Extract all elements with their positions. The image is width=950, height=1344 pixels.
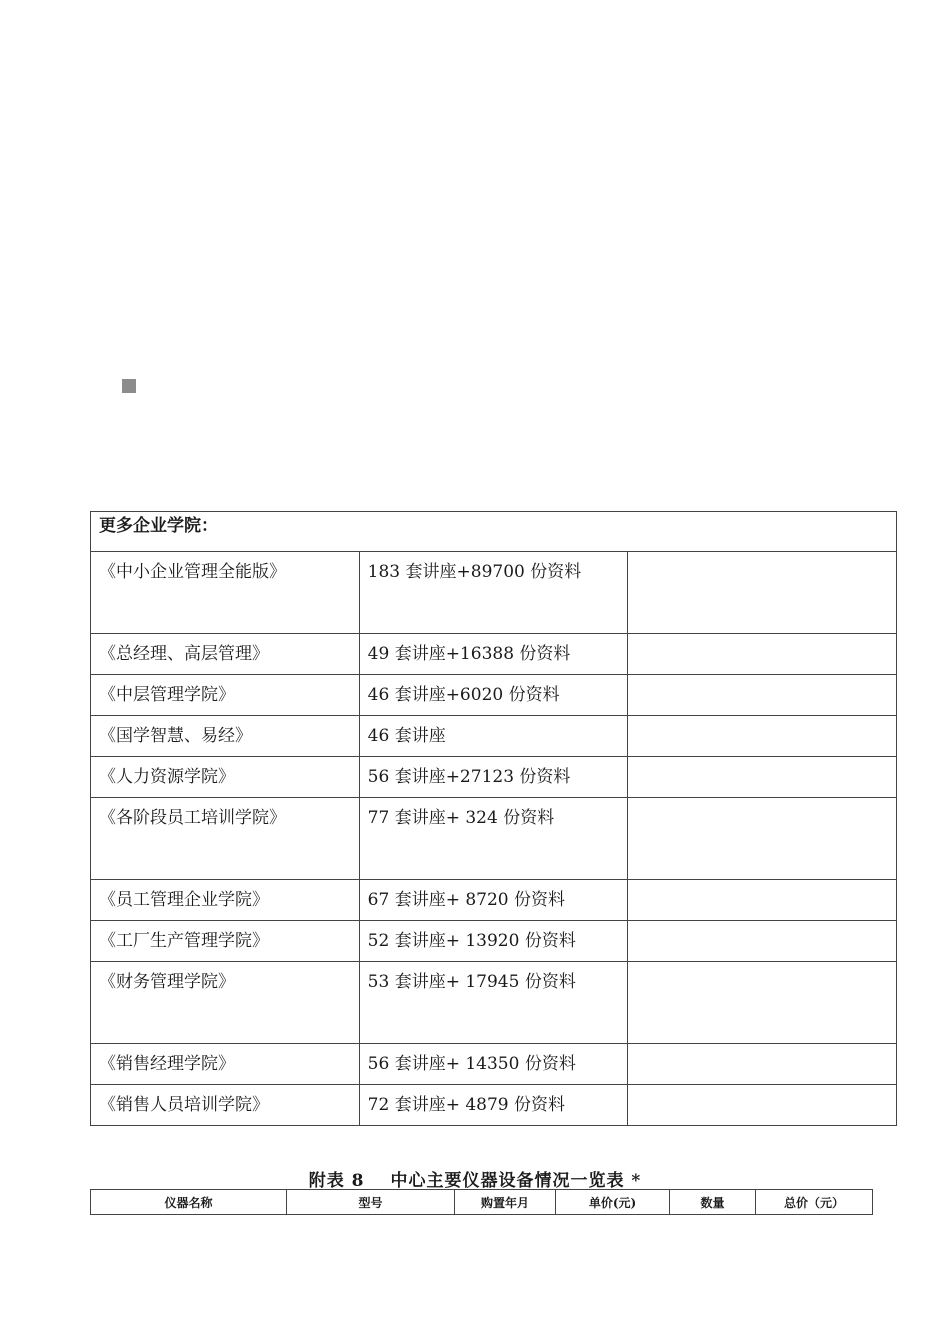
college-extra	[628, 757, 897, 798]
column-header-purchase-date: 购置年月	[455, 1190, 556, 1215]
table-row	[91, 552, 897, 634]
column-header-name: 仪器名称	[91, 1190, 287, 1215]
square-bullet-icon	[122, 379, 136, 393]
college-name: 《财务管理学院》	[91, 962, 360, 1044]
college-content: 77 套讲座+ 324 份资料	[359, 798, 628, 880]
college-extra	[628, 716, 897, 757]
table-row	[91, 675, 897, 716]
table-row	[91, 880, 897, 921]
college-name: 《工厂生产管理学院》	[91, 921, 360, 962]
college-content: 52 套讲座+ 13920 份资料	[359, 921, 628, 962]
college-extra	[628, 634, 897, 675]
table-row	[91, 634, 897, 675]
college-content: 46 套讲座+6020 份资料	[359, 675, 628, 716]
appendix-heading: 中心主要仪器设备情况一览表 *	[390, 1171, 642, 1191]
college-content: 72 套讲座+ 4879 份资料	[359, 1085, 628, 1126]
appendix-label: 附表 8	[308, 1171, 365, 1191]
college-content: 56 套讲座+27123 份资料	[359, 757, 628, 798]
college-name: 《销售经理学院》	[91, 1044, 360, 1085]
more-colleges-table	[90, 511, 897, 1126]
table-header: 更多企业学院：	[91, 512, 897, 552]
college-extra	[628, 962, 897, 1044]
college-extra	[628, 675, 897, 716]
college-extra	[628, 798, 897, 880]
college-extra	[628, 1044, 897, 1085]
college-name: 《各阶段员工培训学院》	[91, 798, 360, 880]
college-content: 183 套讲座+89700 份资料	[359, 552, 628, 634]
college-content: 53 套讲座+ 17945 份资料	[359, 962, 628, 1044]
table-row	[91, 757, 897, 798]
college-content: 56 套讲座+ 14350 份资料	[359, 1044, 628, 1085]
equipment-table	[90, 1189, 873, 1215]
college-name: 《人力资源学院》	[91, 757, 360, 798]
college-content: 49 套讲座+16388 份资料	[359, 634, 628, 675]
table-row	[91, 798, 897, 880]
college-name: 《中小企业管理全能版》	[91, 552, 360, 634]
college-name: 《中层管理学院》	[91, 675, 360, 716]
college-name: 《国学智慧、易经》	[91, 716, 360, 757]
college-extra	[628, 1085, 897, 1126]
college-name: 《总经理、高层管理》	[91, 634, 360, 675]
college-extra	[628, 552, 897, 634]
table-row	[91, 1085, 897, 1126]
table-header-row	[91, 512, 897, 552]
college-name: 《销售人员培训学院》	[91, 1085, 360, 1126]
column-header-total-price: 总价（元）	[756, 1190, 873, 1215]
college-extra	[628, 921, 897, 962]
college-name: 《员工管理企业学院》	[91, 880, 360, 921]
college-content: 67 套讲座+ 8720 份资料	[359, 880, 628, 921]
table-row	[91, 716, 897, 757]
table-row	[91, 921, 897, 962]
appendix-title	[0, 1166, 950, 1191]
column-header-model: 型号	[287, 1190, 455, 1215]
equipment-header-row	[91, 1190, 873, 1215]
column-header-unit-price: 单价(元)	[556, 1190, 670, 1215]
table-row	[91, 962, 897, 1044]
table-row	[91, 1044, 897, 1085]
college-extra	[628, 880, 897, 921]
college-content: 46 套讲座	[359, 716, 628, 757]
column-header-quantity: 数量	[670, 1190, 756, 1215]
